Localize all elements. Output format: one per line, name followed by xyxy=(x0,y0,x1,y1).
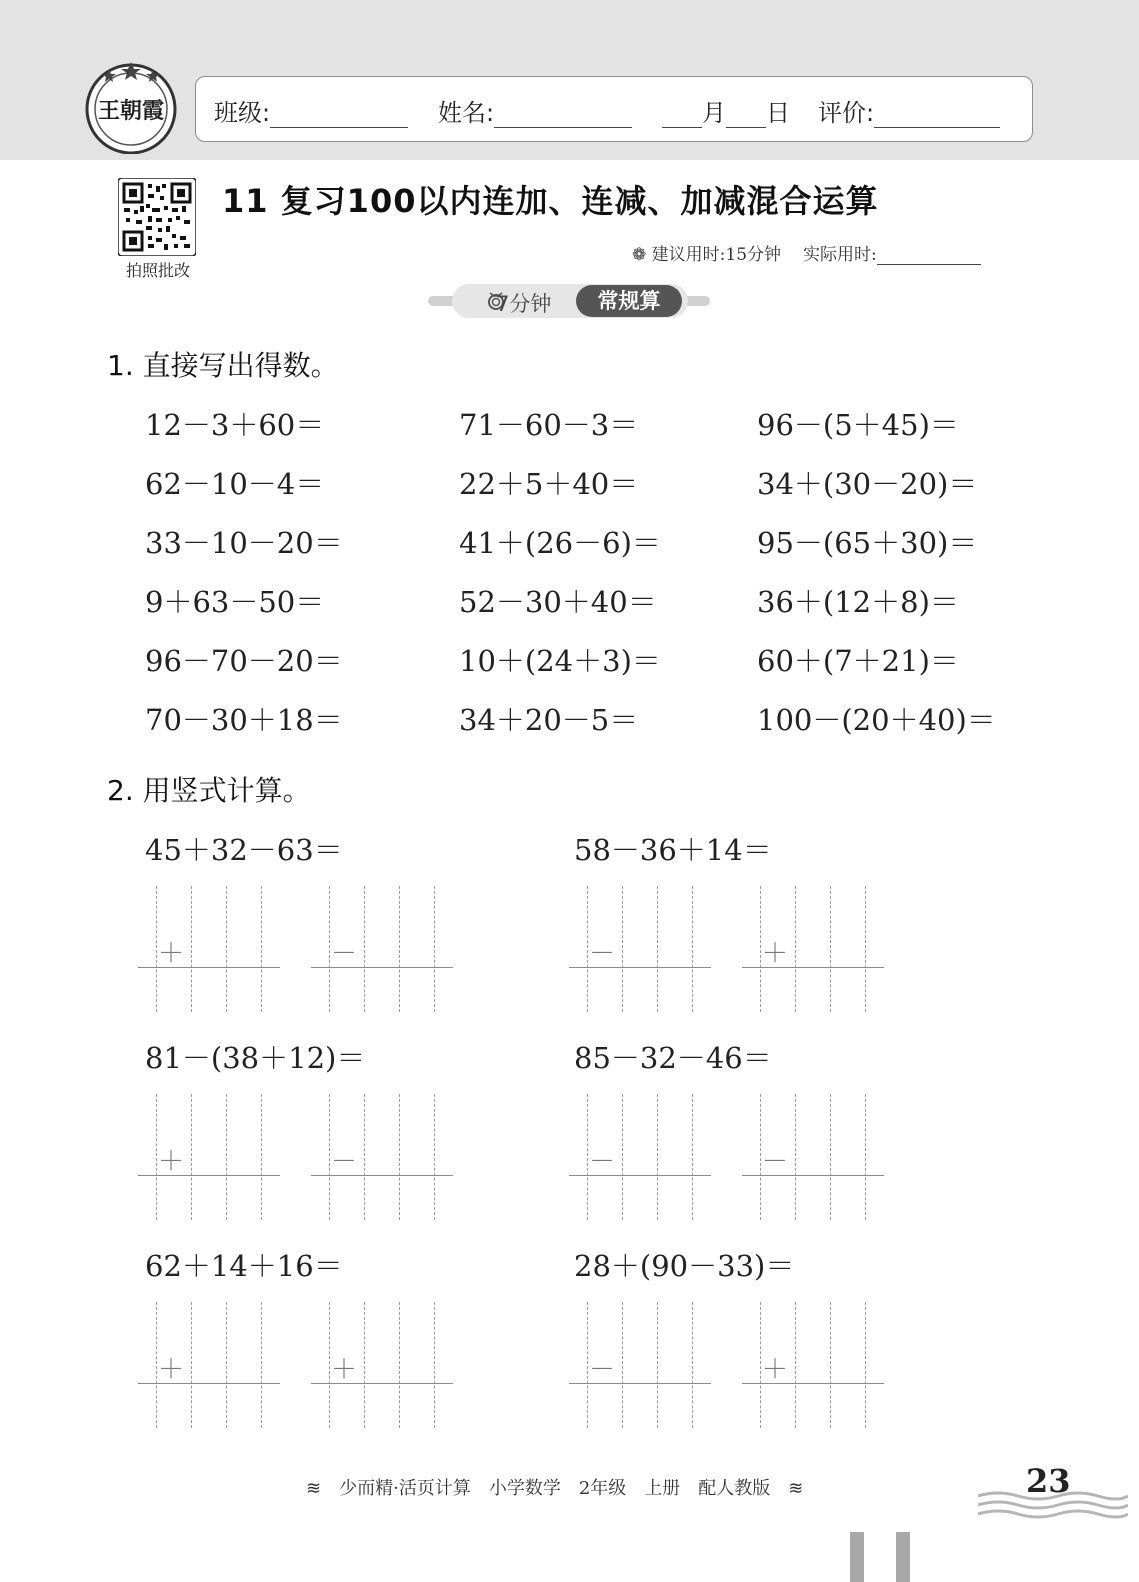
suggested-time: 建议用时:15分钟 xyxy=(651,245,782,265)
rating-label: 评价: xyxy=(818,99,875,127)
edge-tab-left xyxy=(850,1532,864,1582)
day-label: 日 xyxy=(766,99,790,127)
vertical-calc-box[interactable] xyxy=(311,1094,453,1220)
section1-heading: 1. 直接写出得数。 xyxy=(107,349,339,382)
actual-time-blank[interactable] xyxy=(877,246,981,265)
name-field[interactable] xyxy=(438,93,632,128)
time-line xyxy=(632,240,981,265)
date-field[interactable] xyxy=(662,93,790,128)
oral-problem: 10＋(24＋3)＝ xyxy=(459,644,661,678)
oral-problem: 34＋(30－20)＝ xyxy=(757,467,978,501)
operator: ＋ xyxy=(762,1355,789,1385)
page-number: 23 xyxy=(1026,1462,1071,1500)
vertical-calc-box[interactable] xyxy=(742,886,884,1012)
qr-code-icon[interactable] xyxy=(118,178,196,256)
class-label: 班级: xyxy=(214,99,271,127)
section2-heading: 2. 用竖式计算。 xyxy=(107,774,311,807)
edge-tab-right xyxy=(896,1532,910,1582)
vertical-calc-box[interactable] xyxy=(138,1302,280,1428)
footer-edition: 配人教版 xyxy=(698,1478,771,1499)
operator: ＋ xyxy=(158,1147,185,1177)
vertical-calc-box[interactable] xyxy=(569,886,711,1012)
oral-problem: 9＋63－50＝ xyxy=(145,585,325,619)
class-blank[interactable] xyxy=(270,105,408,128)
actual-time-label: 实际用时: xyxy=(803,245,877,265)
vertical-problem: 81－(38＋12)＝ xyxy=(145,1041,366,1075)
oral-problem: 96－70－20＝ xyxy=(145,644,343,678)
wave-right-icon: ≋ xyxy=(788,1478,804,1499)
wave-left-icon: ≋ xyxy=(306,1478,322,1499)
footer-subject: 小学数学 xyxy=(488,1478,561,1499)
operator: ＋ xyxy=(331,1355,358,1385)
name-blank[interactable] xyxy=(494,105,632,128)
footer-book: 少而精·活页计算 xyxy=(339,1478,471,1499)
lesson-title: 11 复习100以内连加、连减、加减混合运算 xyxy=(222,182,879,220)
vertical-calc-box[interactable] xyxy=(742,1094,884,1220)
vertical-calc-box[interactable] xyxy=(138,886,280,1012)
month-blank[interactable] xyxy=(662,105,702,128)
oral-problem: 52－30＋40＝ xyxy=(459,585,657,619)
oral-problem: 95－(65＋30)＝ xyxy=(757,526,978,560)
vertical-calc-box[interactable] xyxy=(569,1302,711,1428)
badge-time: 7分钟 xyxy=(496,292,552,316)
vertical-problem: 58－36＋14＝ xyxy=(574,833,772,867)
operator: ＋ xyxy=(158,1355,185,1385)
oral-problem: 36＋(12＋8)＝ xyxy=(757,585,959,619)
rating-blank[interactable] xyxy=(874,105,1000,128)
timer-flower-icon: ❁ xyxy=(632,245,647,265)
oral-problem: 70－30＋18＝ xyxy=(145,703,343,737)
footer xyxy=(306,1474,803,1500)
vertical-calc-box[interactable] xyxy=(569,1094,711,1220)
oral-problem: 71－60－3＝ xyxy=(459,408,639,442)
operator: － xyxy=(331,939,358,969)
name-label: 姓名: xyxy=(438,99,495,127)
oral-problem: 60＋(7＋21)＝ xyxy=(757,644,959,678)
oral-problem: 41＋(26－6)＝ xyxy=(459,526,661,560)
logo-text: 王朝霞 xyxy=(97,98,165,124)
oral-problem: 100－(20＋40)＝ xyxy=(757,703,996,737)
operator: － xyxy=(589,1147,616,1177)
operator: ＋ xyxy=(158,939,185,969)
oral-problem: 22＋5＋40＝ xyxy=(459,467,639,501)
operator: － xyxy=(331,1147,358,1177)
operator: － xyxy=(762,1147,789,1177)
day-blank[interactable] xyxy=(726,105,766,128)
vertical-calc-box[interactable] xyxy=(311,886,453,1012)
oral-problem: 96－(5＋45)＝ xyxy=(757,408,959,442)
footer-volume: 上册 xyxy=(644,1478,681,1499)
oral-problem: 33－10－20＝ xyxy=(145,526,343,560)
oral-problem: 34＋20－5＝ xyxy=(459,703,639,737)
vertical-calc-box[interactable] xyxy=(311,1302,453,1428)
vertical-calc-box[interactable] xyxy=(138,1094,280,1220)
badge-tag: 常规算 xyxy=(576,285,682,317)
student-info-box xyxy=(195,76,1033,142)
vertical-problem: 28＋(90－33)＝ xyxy=(574,1249,795,1283)
oral-problem: 12－3＋60＝ xyxy=(145,408,325,442)
vertical-problem: 62＋14＋16＝ xyxy=(145,1249,343,1283)
month-label: 月 xyxy=(702,99,726,127)
vertical-problem: 45＋32－63＝ xyxy=(145,833,343,867)
exercise-badge xyxy=(428,284,710,318)
footer-grade: 2年级 xyxy=(578,1478,627,1499)
operator: ＋ xyxy=(762,939,789,969)
class-field[interactable] xyxy=(214,93,408,128)
vertical-problem: 85－32－46＝ xyxy=(574,1041,772,1075)
operator: － xyxy=(589,1355,616,1385)
qr-label: 拍照批改 xyxy=(125,261,190,280)
operator: － xyxy=(589,939,616,969)
vertical-calc-box[interactable] xyxy=(742,1302,884,1428)
rating-field[interactable] xyxy=(818,93,1000,128)
brand-logo-icon xyxy=(84,60,178,154)
oral-problem: 62－10－4＝ xyxy=(145,467,325,501)
